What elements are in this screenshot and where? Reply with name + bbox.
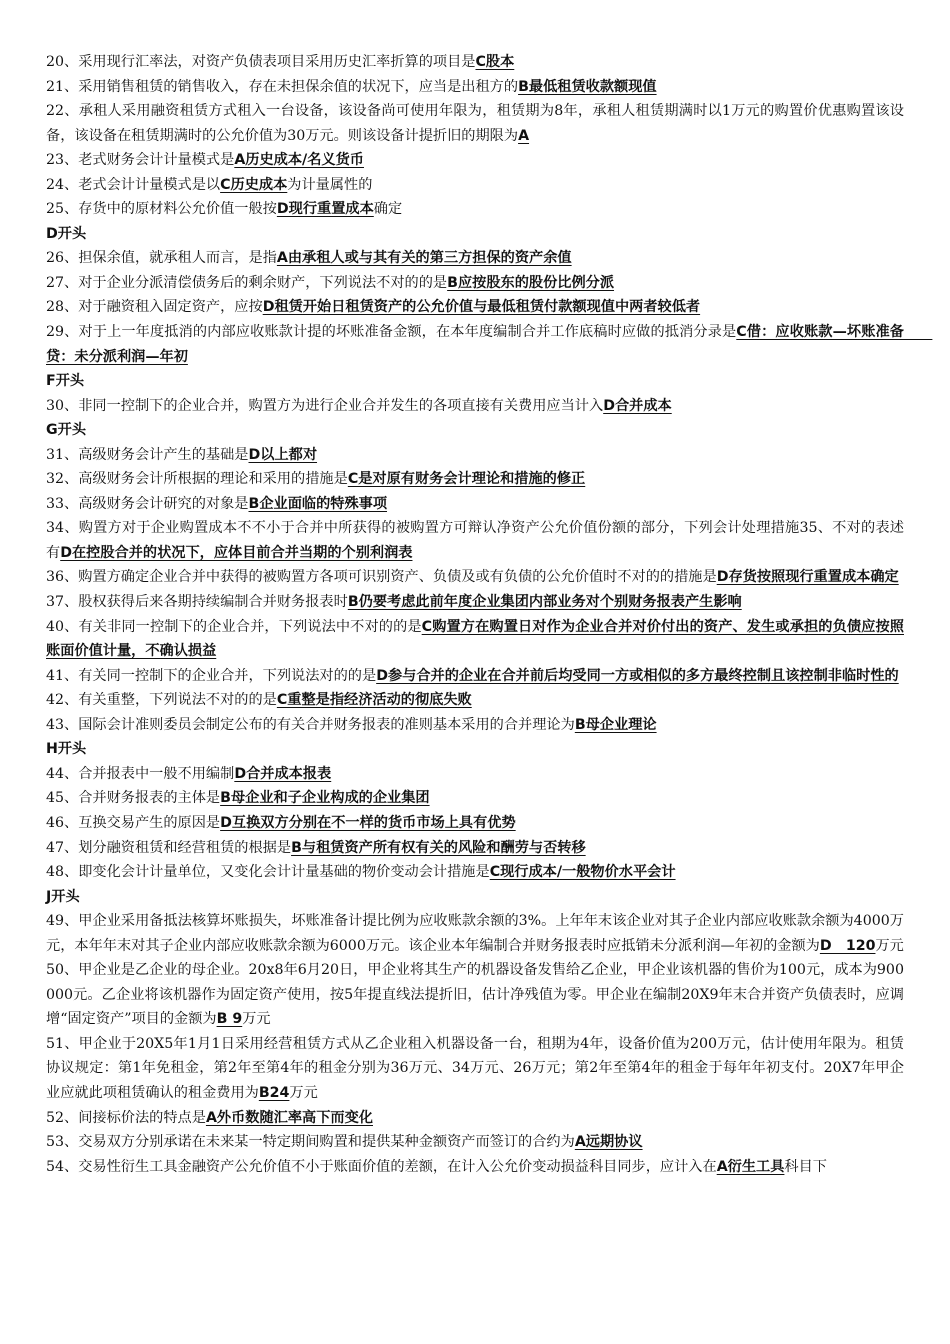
question-text: 24、老式会计计量模式是以 (46, 176, 221, 193)
section-heading: J开头 (46, 888, 80, 905)
question-suffix: 万元 (289, 1084, 318, 1101)
question-text: 22、承租人采用融资租赁方式租入一台设备，该设备尚可使用年限为，租赁期为8年，承租人租赁期满时以1万元的购置价优惠购置该设备，该设备在租赁期满时的公允价值为30万元。则该设备计提折旧的期限为 (46, 103, 904, 144)
question-text: 21、采用销售租赁的销售收入，存在未担保余值的状况下，应当是出租方的 (46, 78, 519, 95)
answer-text: D以上都对 (248, 446, 318, 463)
question-item (46, 1155, 904, 1180)
answer-text: A衍生工具 (716, 1158, 785, 1175)
question-text: 29、对于上一年度抵消的内部应收账款计提的坏账准备金额，在本年度编制合并工作底稿时应做的抵消分录是 (46, 324, 737, 341)
question-text: 54、交易性衍生工具金融资产公允价值不小于账面价值的差额，在计入公允价变动损益科目同步，应计入在 (46, 1158, 717, 1175)
question-text: 33、高级财务会计研究的对象是 (46, 495, 249, 512)
question-text: 52、间接标价法的特点是 (46, 1109, 206, 1126)
document-body (46, 50, 933, 1179)
section-heading: H开头 (46, 741, 87, 758)
question-item (46, 197, 904, 222)
question-text: 43、国际会计准则委员会制定公布的有关合并财务报表的准则基本采用的合并理论为 (46, 716, 575, 733)
section-heading: D开头 (46, 225, 87, 242)
answer-text: C是对原有财务会计理论和措施的修正 (347, 471, 586, 488)
answer-text: B24 (258, 1084, 290, 1101)
question-item (46, 320, 933, 369)
question-item (46, 516, 904, 565)
question-text: 41、有关同一控制下的企业合并，下列说法对的的是 (46, 667, 377, 684)
question-text: 47、划分融资租赁和经营租赁的根据是 (46, 839, 292, 856)
question-item (46, 664, 904, 689)
question-text: 36、购置方确定企业合并中获得的被购置方各项可识别资产、负债及或有负债的公允价值时不对的的措施是 (46, 569, 717, 586)
section-heading: G开头 (46, 422, 87, 439)
answer-text: C历史成本 (220, 176, 288, 193)
question-text: 53、交易双方分别承诺在未来某一特定期间购置和提供某种金额资产而签订的合约为 (46, 1134, 575, 1151)
question-item (46, 909, 904, 958)
question-text: 27、对于企业分派清偿债务后的剩余财产，下列说法不对的的是 (46, 274, 448, 291)
question-item (46, 492, 904, 517)
answer-text: D租赁开始日租赁资产的公允价值与最低租赁付款额现值中两者较低者 (262, 299, 701, 316)
question-text: 44、合并报表中一般不用编制 (46, 765, 235, 782)
answer-text: A由承租人或与其有关的第三方担保的资产余值 (276, 250, 572, 267)
answer-text: D互换双方分别在不一样的货币市场上具有优势 (220, 814, 516, 831)
question-text: 30、非同一控制下的企业合并，购置方为进行企业合并发生的各项直接有关费用应当计入 (46, 397, 604, 414)
answer-text: D存货按照现行重置成本确定 (716, 569, 899, 586)
question-item (46, 762, 904, 787)
question-text: 37、股权获得后来各期持续编制合并财务报表时 (46, 594, 348, 611)
answer-text: C现行成本/一般物价水平会计 (489, 864, 676, 881)
answer-text: B 9 (216, 1011, 243, 1028)
question-item (46, 271, 904, 296)
answer-text: A远期协议 (574, 1134, 643, 1151)
question-text: 51、甲企业于20X5年1月1日采用经营租赁方式从乙企业租入机器设备一台，租期为4年，设备价值为200万元，估计使用年限为。租赁协议规定：第1年免租金，第2年至第4年的租金分别为36万元、34万元、26万元；第2年至第4年的租金于每年年初支付。20X7年甲企业应就此项租赁确认的租金费用为 (46, 1035, 904, 1101)
question-suffix: 确定 (373, 201, 403, 218)
answer-text: D 120 (819, 937, 876, 954)
question-text: 31、高级财务会计产生的基础是 (46, 446, 249, 463)
question-item (46, 148, 904, 173)
answer-text: B母企业和子企业构成的企业集团 (220, 790, 430, 807)
question-text: 23、老式财务会计计量模式是 (46, 152, 235, 169)
answer-text: C股本 (475, 54, 515, 70)
question-item (46, 713, 904, 738)
answer-text: C购置方在购置日对作为企业合并对价付出的资产、发生或承担的负债应按照账面价值计量，不确认损益 (46, 618, 904, 660)
question-text: 25、存货中的原材料公允价值一般按 (46, 201, 277, 218)
answer-text: B母企业理论 (574, 716, 657, 733)
question-text: 50、甲企业是乙企业的母企业。20x8年6月20日，甲企业将其生产的机器设备发售给乙企业，甲企业该机器的售价为100元，成本为900 000元。乙企业将该机器作为固定资产使用，按5年提直线法提折旧，估计净残值为零。甲企业在编制20X9年末合并资产负债表时，应调增“固定资产”项目的金额为 (46, 962, 904, 1028)
question-text: 20、采用现行汇率法，对资产负债表项目采用历史汇率折算的项目是 (46, 54, 476, 70)
answer-text: D参与合并的企业在合并前后均受同一方或相似的多方最终控制且该控制非临时性的 (376, 667, 899, 684)
question-text: 48、即变化会计计量单位，又变化会计计量基础的物价变动会计措施是 (46, 864, 490, 881)
answer-text: B企业面临的特殊事项 (248, 495, 388, 512)
answer-text: C重整是指经济活动的彻底失败 (276, 692, 472, 709)
answer-text: D合并成本报表 (234, 765, 332, 782)
section-heading: F开头 (46, 373, 85, 390)
question-suffix: 为计量属性的 (287, 176, 373, 193)
answer-text: D在控股合并的状况下，应体目前合并当期的个别利润表 (60, 544, 413, 561)
question-item (46, 246, 904, 271)
question-suffix: 科目下 (784, 1158, 827, 1175)
question-text: 28、对于融资租入固定资产，应按 (46, 299, 263, 316)
question-item (46, 590, 904, 615)
question-suffix: 万元 (242, 1011, 271, 1028)
question-text: 42、有关重整，下列说法不对的的是 (46, 692, 277, 709)
question-item (46, 1106, 904, 1131)
answer-text: D合并成本 (603, 397, 672, 414)
question-item (46, 1130, 904, 1155)
question-text: 45、合并财务报表的主体是 (46, 790, 221, 807)
answer-text: C借：应收账款—坏账准备 贷：未分派利润—年初 (46, 324, 933, 365)
question-suffix: 万元 (875, 937, 904, 954)
answer-text: B与租赁资产所有权有关的风险和酬劳与否转移 (291, 839, 586, 856)
question-item (46, 467, 904, 492)
question-item (46, 860, 904, 885)
question-item (46, 99, 904, 148)
question-item (46, 688, 904, 713)
answer-text: D现行重置成本 (276, 201, 374, 218)
answer-text: A历史成本/名义货币 (234, 152, 364, 169)
question-text: 40、有关非同一控制下的企业合并，下列说法中不对的的是 (46, 618, 422, 635)
question-text: 46、互换交易产生的原因是 (46, 814, 221, 831)
answer-text: A (518, 127, 530, 144)
question-item (46, 958, 904, 1032)
question-item (46, 173, 904, 198)
question-text: 49、甲企业采用备抵法核算坏账损失，坏账准备计提比例为应收账款余额的3%。上年年末该企业对其子企业内部应收账款余额为4000万元，本年年末对其子企业内部应收账款余额为6000万元。该企业本年编制合并财务报表时应抵销未分派利润—年初的金额为 (46, 913, 904, 954)
question-text: 26、担保余值，就承租人而言，是指 (46, 250, 277, 267)
question-item (46, 1032, 904, 1106)
question-item (46, 565, 904, 590)
question-item (46, 394, 904, 419)
answer-text: A外币数随汇率高下而变化 (205, 1109, 373, 1126)
question-text: 32、高级财务会计所根据的理论和采用的措施是 (46, 471, 348, 488)
question-item (46, 295, 904, 320)
question-item (46, 443, 904, 468)
question-item (46, 615, 904, 664)
answer-text: B仍要考虑此前年度企业集团内部业务对个别财务报表产生影响 (347, 594, 742, 611)
question-item (46, 50, 904, 75)
question-text: 34、购置方对于企业购置成本不不小于合并中所获得的被购置方可辩认净资产公允价值份额的部分，下列会计处理措施35、不对的表述有 (46, 520, 904, 561)
answer-text: B应按股东的股份比例分派 (447, 274, 615, 291)
answer-text: B最低租赁收款额现值 (518, 78, 657, 95)
question-item (46, 75, 904, 100)
question-item (46, 811, 904, 836)
question-item (46, 786, 904, 811)
question-item (46, 836, 904, 861)
